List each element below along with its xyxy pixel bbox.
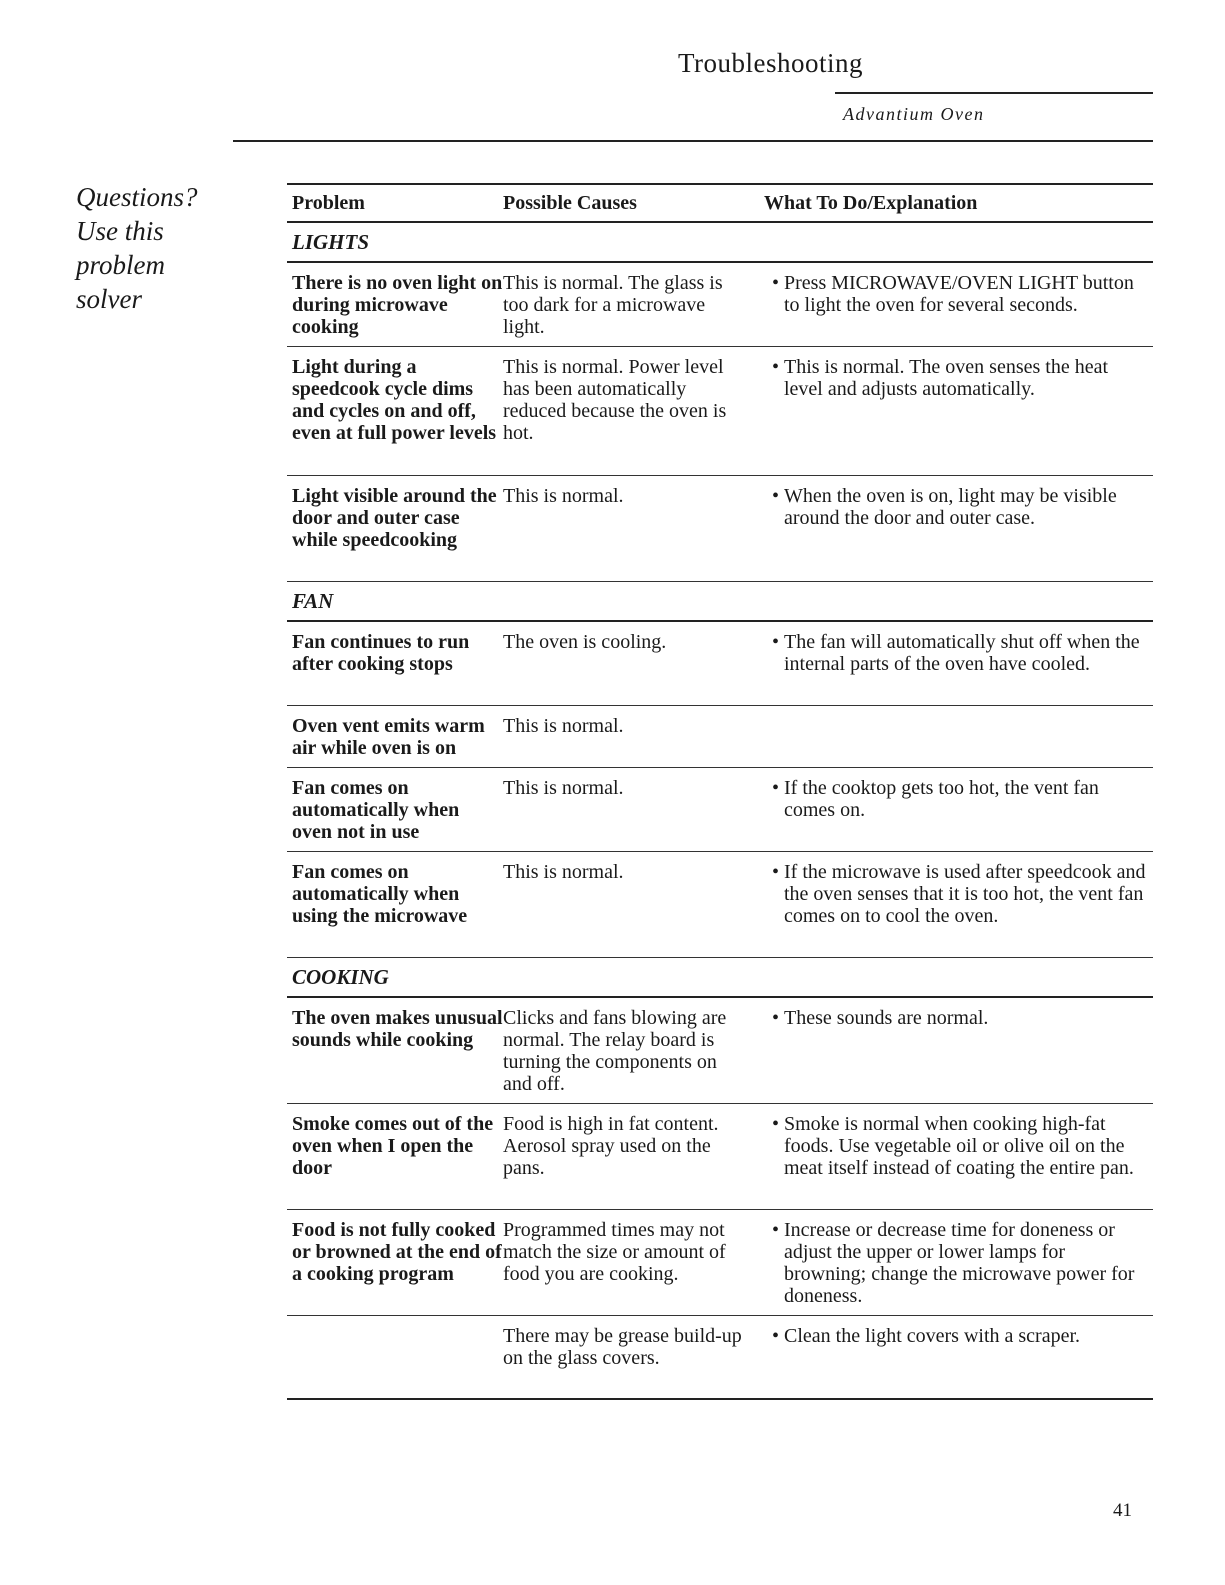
page-subtitle: Advantium Oven: [843, 104, 985, 124]
section-heading-lights: LIGHTS: [287, 223, 1153, 263]
table-row: [287, 852, 1153, 958]
cause-cell: This is normal.: [503, 715, 624, 737]
sidebar-line: Questions?: [76, 182, 198, 212]
table-row: [287, 1316, 1153, 1400]
table-row: [287, 1210, 1153, 1316]
solution-text: If the cooktop gets too hot, the vent fan comes on.: [784, 777, 1099, 821]
problem-cell: Fan continues to run after cooking stops: [292, 631, 470, 675]
cause-cell: The oven is cooling.: [503, 631, 667, 653]
bullet-icon: •: [772, 1007, 780, 1029]
solution-cell: [764, 1007, 1153, 1029]
page-number: 41: [1113, 1500, 1132, 1521]
table-row: [287, 706, 1153, 768]
solution-cell: [764, 777, 1153, 821]
cause-cell: This is normal.: [503, 777, 624, 799]
troubleshooting-table: [287, 183, 1153, 1400]
sidebar-line: problem: [76, 250, 165, 280]
problem-cell: Food is not fully cooked or browned at the end of a cooking program: [292, 1219, 502, 1285]
column-header-solution: What To Do/Explanation: [764, 191, 978, 214]
section-heading-fan: FAN: [287, 582, 1153, 622]
bullet-icon: •: [772, 272, 780, 294]
solution-cell: [764, 1325, 1153, 1347]
table-header: [287, 185, 1153, 223]
table-row: [287, 476, 1153, 582]
table-row: [287, 263, 1153, 347]
cause-cell: Programmed times may not match the size or amount of food you are cooking.: [503, 1219, 726, 1285]
problem-cell: Fan comes on automatically when oven not in use: [292, 777, 460, 843]
problem-cell: Light during a speedcook cycle dims and cycles on and off, even at full power levels: [292, 356, 497, 444]
solution-cell: [764, 485, 1153, 529]
sidebar-line: solver: [76, 284, 142, 314]
solution-text: This is normal. The oven senses the heat level and adjusts automatically.: [784, 356, 1109, 400]
solution-text: The fan will automatically shut off when the internal parts of the oven have cooled.: [784, 631, 1140, 675]
solution-text: Increase or decrease time for doneness or adjust the upper or lower lamps for browning; change the microwave power for doneness.: [784, 1219, 1135, 1307]
table-row: [287, 347, 1153, 476]
bullet-icon: •: [772, 1113, 780, 1135]
cause-cell: There may be grease build-up on the glass covers.: [503, 1325, 742, 1369]
solution-text: When the oven is on, light may be visible around the door and outer case.: [784, 485, 1117, 529]
problem-cell: The oven makes unusual sounds while cooking: [292, 1007, 503, 1051]
solution-cell: [764, 356, 1153, 400]
cause-cell: Clicks and fans blowing are normal. The relay board is turning the components on and off.: [503, 1007, 727, 1095]
section-heading-cooking: COOKING: [287, 958, 1153, 998]
column-header-causes: Possible Causes: [503, 191, 637, 214]
table-row: [287, 622, 1153, 706]
bullet-icon: •: [772, 1325, 780, 1347]
solution-cell: [764, 1219, 1153, 1307]
bullet-icon: •: [772, 861, 780, 883]
bullet-icon: •: [772, 631, 780, 653]
problem-cell: Fan comes on automatically when using the microwave: [292, 861, 468, 927]
bullet-icon: •: [772, 356, 780, 378]
solution-text: Press MICROWAVE/OVEN LIGHT button to light the oven for several seconds.: [784, 272, 1134, 316]
sidebar-note: [76, 180, 198, 316]
column-header-problem: Problem: [292, 191, 365, 214]
table-row: [287, 998, 1153, 1104]
problem-cell: Oven vent emits warm air while oven is on: [292, 715, 485, 759]
solution-cell: [764, 861, 1153, 927]
solution-text: If the microwave is used after speedcook and the oven senses that it is too hot, the vent fan comes on to cool the oven.: [784, 861, 1146, 927]
sidebar-line: Use this: [76, 216, 164, 246]
cause-cell: This is normal.: [503, 485, 624, 507]
bullet-icon: •: [772, 1219, 780, 1241]
cause-cell: Food is high in fat content. Aerosol spray used on the pans.: [503, 1113, 719, 1179]
solution-text: Smoke is normal when cooking high-fat foods. Use vegetable oil or olive oil on the meat itself instead of coating the entire pan.: [784, 1113, 1134, 1179]
header-rule: [233, 140, 1153, 142]
solution-text: These sounds are normal.: [784, 1007, 989, 1029]
solution-cell: [764, 631, 1153, 675]
problem-cell: Light visible around the door and outer case while speedcooking: [292, 485, 497, 551]
bullet-icon: •: [772, 485, 780, 507]
page-title: Troubleshooting: [678, 48, 864, 78]
solution-cell: [764, 1113, 1153, 1179]
problem-cell: There is no oven light on during microwave cooking: [292, 272, 503, 338]
cause-cell: This is normal.: [503, 861, 624, 883]
solution-cell: [764, 272, 1153, 316]
table-row: [287, 768, 1153, 852]
problem-cell: Smoke comes out of the oven when I open the door: [292, 1113, 494, 1179]
bullet-icon: •: [772, 777, 780, 799]
cause-cell: This is normal. Power level has been automatically reduced because the oven is hot.: [503, 356, 727, 444]
table-row: [287, 1104, 1153, 1210]
solution-text: Clean the light covers with a scraper.: [784, 1325, 1081, 1347]
title-rule: [835, 92, 1153, 94]
cause-cell: This is normal. The glass is too dark for a microwave light.: [503, 272, 723, 338]
